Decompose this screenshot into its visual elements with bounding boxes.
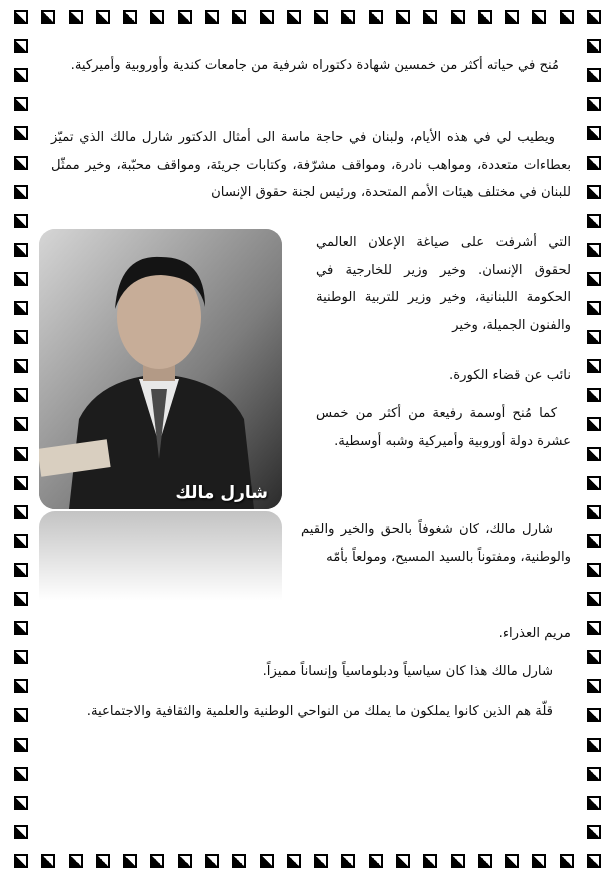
border-tile — [587, 679, 601, 693]
border-tile — [587, 854, 601, 868]
portrait-image — [39, 229, 282, 509]
paragraph-few-like-him: قلّة هم الذين كانوا يملكون ما يملك من النواحي الوطنية والعلمية والثقافية والاجتماعية. — [86, 704, 553, 719]
border-tile — [178, 10, 192, 24]
border-tile — [451, 854, 465, 868]
border-tile — [587, 214, 601, 228]
portrait-caption: شارل مالك — [175, 483, 268, 503]
border-tile — [14, 505, 28, 519]
border-tile — [369, 854, 383, 868]
border-tile — [587, 126, 601, 140]
portrait-photo — [39, 229, 282, 509]
border-tile — [232, 854, 246, 868]
border-tile — [14, 476, 28, 490]
border-tile — [178, 854, 192, 868]
border-tile — [14, 39, 28, 53]
border-tile — [478, 10, 492, 24]
border-tile — [560, 854, 574, 868]
border-tile — [14, 156, 28, 170]
border-tile — [341, 854, 355, 868]
paragraph-national-need: ويطيب لي في هذه الأيام، ولبنان في حاجة ماسة الى أمثال الدكتور شارل مالك الذي تميّز بعطاءات متعددة، ومواهب نادرة، ومواقف مشرّفة، وكتابات جريئة، ومواقف محبّبة، وخير ممثّل للبنان في مختلف هيئات الأمم المتحدة، ورئيس لجنة حقوق الإنسان — [51, 130, 571, 200]
paragraph-human-rights-declaration: التي أشرفت على صياغة الإعلان العالمي لحقوق الإنسان. وخير وزير للخارجية في الحكومة اللبنانية، وخير وزير للتربية الوطنية والفنون الجميلة، وخير — [316, 235, 571, 333]
border-tile — [41, 854, 55, 868]
border-tile — [14, 854, 28, 868]
border-tile — [14, 272, 28, 286]
border-tile — [587, 243, 601, 257]
border-tile — [287, 10, 301, 24]
border-tile — [587, 10, 601, 24]
border-tile — [14, 10, 28, 24]
border-tile — [96, 854, 110, 868]
border-tile — [587, 825, 601, 839]
border-tile — [587, 97, 601, 111]
border-tile — [14, 621, 28, 635]
border-tile — [287, 854, 301, 868]
border-tile — [587, 767, 601, 781]
border-tile — [14, 708, 28, 722]
border-tile — [14, 126, 28, 140]
border-tile — [505, 854, 519, 868]
border-tile — [396, 10, 410, 24]
border-tile — [396, 854, 410, 868]
border-tile — [123, 854, 137, 868]
border-tile — [14, 388, 28, 402]
border-tile — [41, 10, 55, 24]
border-tile — [14, 592, 28, 606]
border-tile — [423, 10, 437, 24]
border-tile — [587, 359, 601, 373]
border-tile — [14, 417, 28, 431]
border-tile — [14, 97, 28, 111]
border-tile — [205, 854, 219, 868]
paragraph-passion: شارل مالك، كان شغوفاً بالحق والخير والقيم والوطنية، ومفتوناً بالسيد المسيح، ومولعاً بأمّه — [301, 522, 571, 565]
border-tile — [260, 10, 274, 24]
border-tile — [14, 68, 28, 82]
border-tile — [14, 825, 28, 839]
border-tile — [423, 854, 437, 868]
border-tile — [532, 10, 546, 24]
border-tile — [587, 563, 601, 577]
border-tile — [69, 10, 83, 24]
border-tile — [587, 272, 601, 286]
paragraph-medals: كما مُنح أوسمة رفيعة من أكثر من خمس عشرة دولة أوروبية وأميركية وشبه أوسطية. — [316, 406, 571, 449]
border-tile — [14, 796, 28, 810]
border-tile — [587, 796, 601, 810]
border-tile — [232, 10, 246, 24]
border-tile — [587, 534, 601, 548]
border-tile — [14, 243, 28, 257]
border-tile — [14, 534, 28, 548]
border-tile — [587, 447, 601, 461]
border-tile — [14, 738, 28, 752]
border-tile — [150, 10, 164, 24]
border-tile — [587, 621, 601, 635]
border-tile — [96, 10, 110, 24]
border-tile — [14, 185, 28, 199]
paragraph-virgin-mary: مريم العذراء. — [498, 626, 571, 641]
border-tile — [587, 505, 601, 519]
paragraph-deputy-koura: نائب عن قضاء الكورة. — [449, 368, 571, 383]
border-tile — [14, 767, 28, 781]
border-tile — [369, 10, 383, 24]
border-tile — [341, 10, 355, 24]
border-tile — [587, 476, 601, 490]
document-page — [36, 40, 581, 840]
border-tile — [587, 708, 601, 722]
border-tile — [560, 10, 574, 24]
border-tile — [14, 650, 28, 664]
border-tile — [587, 417, 601, 431]
border-tile — [587, 39, 601, 53]
border-tile — [587, 301, 601, 315]
border-tile — [14, 679, 28, 693]
border-tile — [314, 854, 328, 868]
portrait-reflection — [39, 511, 282, 601]
border-tile — [123, 10, 137, 24]
border-tile — [14, 330, 28, 344]
border-tile — [532, 854, 546, 868]
border-tile — [478, 854, 492, 868]
border-tile — [14, 301, 28, 315]
border-tile — [314, 10, 328, 24]
border-tile — [587, 68, 601, 82]
border-tile — [587, 330, 601, 344]
border-tile — [205, 10, 219, 24]
border-tile — [14, 359, 28, 373]
border-tile — [14, 214, 28, 228]
paragraph-honorary-doctorates: مُنح في حياته أكثر من خمسين شهادة دكتوراه شرفية من جامعات كندية وأوروبية وأميركية. — [70, 58, 559, 73]
border-tile — [150, 854, 164, 868]
border-tile — [505, 10, 519, 24]
border-tile — [587, 185, 601, 199]
border-tile — [587, 156, 601, 170]
border-tile — [69, 854, 83, 868]
border-tile — [587, 388, 601, 402]
border-tile — [587, 650, 601, 664]
border-tile — [587, 738, 601, 752]
paragraph-distinguished: شارل مالك هذا كان سياسياً ودبلوماسياً وإنساناً مميزاً. — [262, 664, 553, 679]
border-tile — [14, 447, 28, 461]
border-tile — [451, 10, 465, 24]
border-tile — [14, 563, 28, 577]
border-tile — [260, 854, 274, 868]
border-tile — [587, 592, 601, 606]
